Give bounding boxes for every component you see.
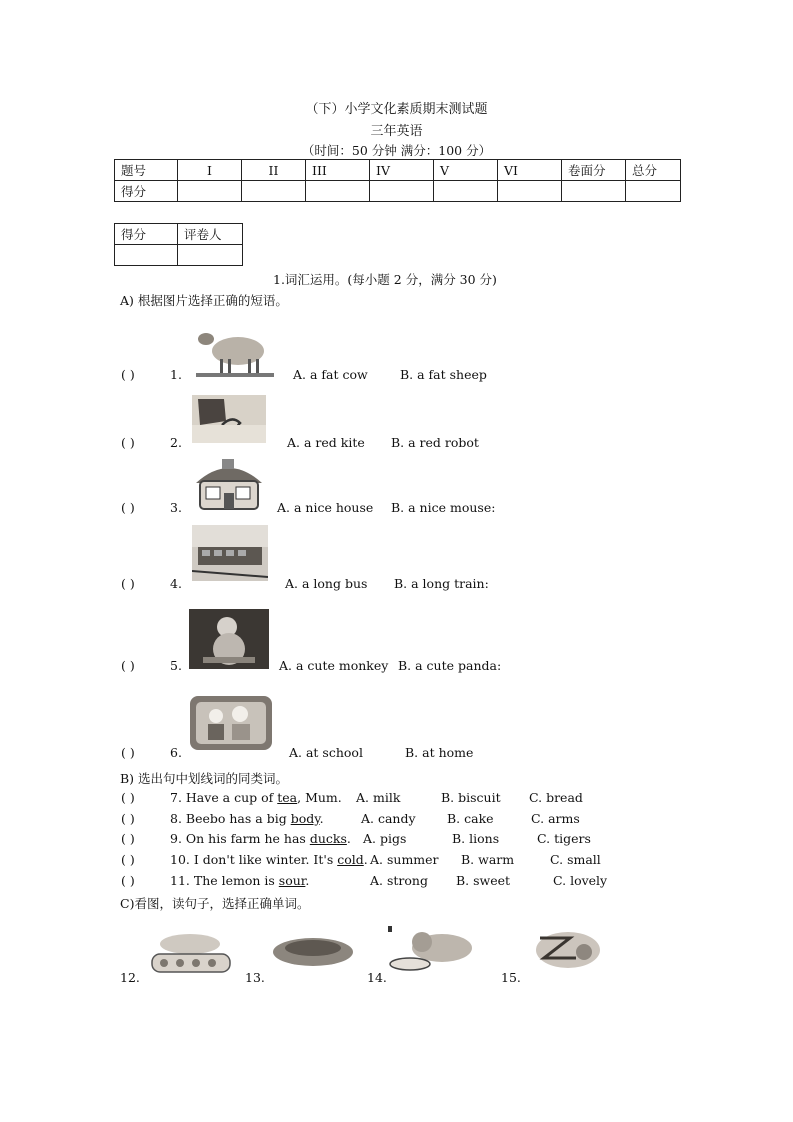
option-b: B. biscuit [441,790,501,805]
sentence-post: . [363,852,368,867]
item-number: 13. [245,970,265,985]
item-paren[interactable]: ( ) [121,435,135,450]
sentence [170,873,309,888]
item-number: 4. [170,576,182,591]
score-table-header-row [115,160,681,181]
sentence-post: . [305,873,310,888]
item-number: 14. [367,970,387,985]
score-table-cell: 卷面分 [562,160,626,181]
part-c-title: C)看图，读句子，选择正确单词。 [120,896,310,911]
option-b: B. lions [452,831,500,846]
nest-picture [270,930,356,970]
score-table-cell: III [306,160,370,181]
item-paren[interactable]: ( ) [121,852,135,867]
grader-score-cell[interactable] [115,245,178,266]
score-entry-cell[interactable] [498,181,562,202]
item-paren[interactable]: ( ) [121,831,135,846]
sentence-pre: 11. The lemon is [170,873,279,888]
score-entry-cell[interactable] [306,181,370,202]
section-heading: 1.词汇运用。(每小题 2 分，满分 30 分) [273,272,497,287]
option-a: A. a red kite [287,435,365,450]
grader-name-cell[interactable] [178,245,243,266]
option-c: C. bread [529,790,583,805]
score-table-score-row [115,181,681,202]
option-b: B. cake [447,811,494,826]
part-a-title: A) 根据图片选择正确的短语。 [120,293,288,308]
sentence-post: . [346,831,351,846]
option-a: A. pigs [363,831,407,846]
option-a: A. strong [370,873,428,888]
sentence [170,852,368,867]
option-a: A. a cute monkey [279,658,389,673]
option-b: B. a fat sheep [400,367,487,382]
option-b: B. a cute panda: [398,658,502,673]
score-entry-cell[interactable] [626,181,681,202]
score-table-cell: I [178,160,242,181]
score-table-cell: 得分 [115,181,178,202]
item-number: 15. [501,970,521,985]
score-entry-cell[interactable] [178,181,242,202]
item-number: 2. [170,435,182,450]
score-entry-cell[interactable] [242,181,306,202]
score-table-cell: 总分 [626,160,681,181]
exam-title: （下）小学文化素质期末测试题 [305,102,488,117]
dog-sleeping-picture [150,928,236,976]
option-c: C. lovely [553,873,608,888]
option-c: C. tigers [537,831,591,846]
option-a: A. a fat cow [293,367,368,382]
sheep-picture [188,321,278,379]
option-c: C. arms [531,811,580,826]
item-paren[interactable]: ( ) [121,873,135,888]
sentence-pre: 8. Beebo has a big [170,811,291,826]
item-paren[interactable]: ( ) [121,367,135,382]
score-table-cell: IV [370,160,434,181]
sentence-post: . [319,811,324,826]
underlined-word: body [290,811,320,826]
item-number: 1. [170,367,182,382]
item-number: 6. [170,745,182,760]
family-home-picture [188,694,274,752]
item-paren[interactable]: ( ) [121,790,135,805]
score-table-cell: II [242,160,306,181]
option-b: B. a red robot [391,435,479,450]
option-a: A. at school [289,745,363,760]
option-a: A. milk [356,790,401,805]
item-number: 5. [170,658,182,673]
item-paren[interactable]: ( ) [121,500,135,515]
score-entry-cell[interactable] [370,181,434,202]
underlined-word: ducks [309,831,347,846]
monkey-picture [189,609,269,669]
score-table [114,159,681,202]
score-table-cell: V [434,160,498,181]
train-picture [192,525,268,581]
option-b: B. at home [405,745,474,760]
sentence-post: , Mum. [297,790,342,805]
sentence [170,831,351,846]
underlined-word: sour [278,873,306,888]
time-info: （时间：50 分钟 满分：100 分） [301,143,492,158]
sentence-pre: 10. I don't like winter. It's [170,852,338,867]
item-paren[interactable]: ( ) [121,658,135,673]
item-paren[interactable]: ( ) [121,745,135,760]
option-b: B. a nice mouse: [391,500,496,515]
grader-label: 评卷人 [178,224,243,245]
option-a: A. a nice house [277,500,374,515]
sentence [170,811,324,826]
score-entry-cell[interactable] [434,181,498,202]
option-a: A. summer [370,852,439,867]
sentence-pre: 7. Have a cup of [170,790,278,805]
grader-score-label: 得分 [115,224,178,245]
item-number: 3. [170,500,182,515]
part-b-title: B) 选出句中划线词的同类词。 [120,771,289,786]
kite-picture [192,395,266,443]
item-number: 12. [120,970,140,985]
option-a: A. a long bus [285,576,368,591]
score-table-cell: 题号 [115,160,178,181]
mouse-picture [530,924,604,972]
underlined-word: tea [277,790,298,805]
score-table-cell: VI [498,160,562,181]
option-c: C. small [550,852,601,867]
house-picture [192,457,266,513]
grader-table [114,223,243,266]
option-a: A. candy [361,811,416,826]
exam-subtitle: 三年英语 [370,124,423,139]
option-b: B. warm [461,852,515,867]
item-paren[interactable]: ( ) [121,811,135,826]
option-b: B. sweet [456,873,511,888]
score-entry-cell[interactable] [562,181,626,202]
sentence-pre: 9. On his farm he has [170,831,310,846]
option-b: B. a long train: [394,576,489,591]
sentence [170,790,342,805]
item-paren[interactable]: ( ) [121,576,135,591]
cat-eating-picture [386,924,482,976]
underlined-word: cold [337,852,364,867]
